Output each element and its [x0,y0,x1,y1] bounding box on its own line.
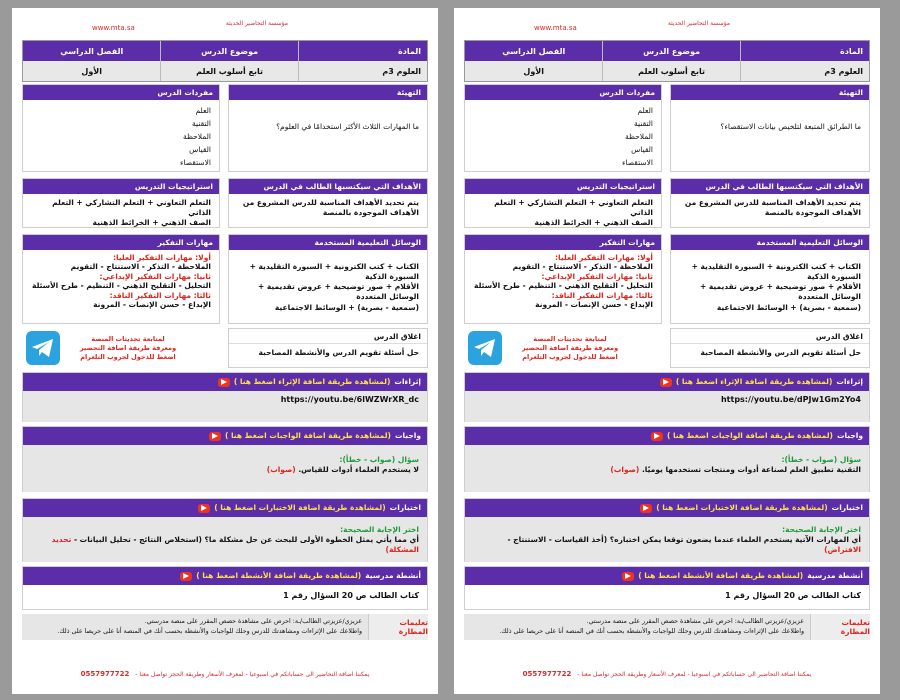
lesson-info-table [464,40,870,82]
enrichment-title-bar [465,373,869,391]
strategies-line: التعلم التعاوني + التعلم التشاركي + التعلم الذاتي [52,198,211,218]
vocab-item: الملاحظة [183,132,211,141]
aids-box [670,234,870,324]
thinking-heading: ثانيا: مهارات التفكير الإبداعي: [541,271,653,281]
objectives-box [670,178,870,228]
footer-text: يمكننا اضافة التحاضير الى حساباتكم في اسبوعيا - لمعرف الأسعار وطريقة الحجز تواصل معنا - [135,671,370,678]
telegram-line: ومعرفة طريقة اضافة التحضير [79,343,177,352]
instructions-label: تعليمات المطارة [810,614,870,640]
tests-question-type: اختر الإجابة الصحيحة: [782,525,861,534]
telegram-line: ومعرفة طريقة اضافة التحضير [521,343,619,352]
closing-box [670,328,870,368]
instructions-line: عزيزي/عزيزتي الطالب/ـة: احرص على مشاهدة حصص المقرر على منصة مدرستي. [586,618,804,625]
youtube-icon[interactable] [651,432,663,441]
vocab-item: القياس [631,145,653,154]
term-header: الفصل الدراسي [60,46,124,56]
instructions-line: واطلاعك على الإثراءات ومشاهدتك للدرس وحلك للواجبات والأنشطة بحسب أنك في المنصة أنا على حريصا على ذلك. [57,628,362,635]
lesson-info-table [22,40,428,82]
subject-value: العلوم 3م [298,61,427,81]
thinking-skills: التحليل - التقليح الذهني - التنظيم - طرح الأسئلة [474,281,653,291]
page-header [12,12,438,40]
objectives-box [228,178,428,228]
student-instructions [22,614,428,640]
thinking-heading: ثالثا: مهارات التفكير الناقد: [551,290,653,300]
closing-title: اغلاق الدرس [671,329,869,344]
topic-header: موضوع الدرس [602,41,739,61]
warmup-text: ما المهارات الثلاث الأكثر استخدامًا في العلوم؟ [276,122,419,131]
vocab-box [22,84,220,172]
homework-title-bar [465,427,869,445]
thinking-heading: ثانيا: مهارات التفكير الإبداعي: [99,271,211,281]
thinking-skills: الملاحظة - التذكر - الاستنتاج - التقويم [512,262,653,272]
strategies-box [22,178,220,228]
closing-title: اغلاق الدرس [229,329,427,344]
objectives-title: الأهداف التي سيكتسبها الطالب في الدرس [229,179,427,194]
vocab-list [23,100,219,173]
thinking-heading: أولا: مهارات التفكير العليا: [555,253,653,262]
telegram-icon[interactable] [26,331,60,365]
vocab-box [464,84,662,172]
vocab-title: مفردات الدرس [23,85,219,100]
activities-text: كتاب الطالب ص 20 السؤال رقم 1 [283,591,419,600]
tests-title-bar [23,499,427,517]
lesson-plan-page-1 [12,8,438,694]
strategies-box [464,178,662,228]
tests-answer: تحديد المشكلة) [51,535,419,555]
enrichment-box [464,372,870,422]
footer-phone[interactable]: 0557977722 [522,670,572,678]
footer-phone[interactable]: 0557977722 [80,670,130,678]
thinking-skills: التحليل - التقليح الذهني - التنظيم - طرح الأسئلة [32,281,211,291]
thinking-box [22,234,220,324]
warmup-title: التهيئة [229,85,427,100]
homework-title-bar [23,427,427,445]
activities-box [464,566,870,610]
thinking-skills: الإبداع - حسن الإنصات - المرونة [535,299,653,309]
objectives-text: يتم تحديد الأهداف المناسبة للدرس المشروع من الأهداف الموجودة بالمنصة [242,198,419,218]
topic-value: تابع أسلوب العلم [160,61,297,81]
tests-title: اختبارات [831,503,863,512]
activities-title: أنشطة مدرسية [365,571,421,580]
homework-title: واجبات [836,431,863,440]
vocab-list [465,100,661,173]
activities-title-bar [23,567,427,585]
tests-title: اختبارات [389,503,421,512]
vocab-item: التقنية [634,119,653,128]
thinking-box [464,234,662,324]
tests-question: أي مما يأتي يمثل الخطوة الأولى للبحث عن حل مشكلة ما؟ (استخلاص النتائج - تحليل البيانات - [73,535,419,545]
homework-question: التقنية تطبيق العلم لصناعة أدوات ومنتجات تستخدمها يوميًا. [641,465,861,475]
activities-title: أنشطة مدرسية [807,571,863,580]
tests-answer: الافتراض) [824,545,861,555]
telegram-icon[interactable] [468,331,502,365]
strategies-line: الصف الذهني + الخرائط الذهنية [92,218,211,228]
org-name: مؤسسة التحاضير الحديثة [225,20,288,27]
enrichment-title-bar [23,373,427,391]
warmup-box [670,84,870,172]
vocab-item: العلم [195,106,211,115]
telegram-text[interactable] [68,335,188,362]
homework-question-type: سؤال (صواب - خطأ): [781,455,861,464]
tests-question-type: اختر الإجابة الصحيحة: [340,525,419,534]
enrichment-hint[interactable]: (لمشاهدة طريقة اضافة الإثراء اضغط هنا ) [233,377,391,386]
student-instructions [464,614,870,640]
tests-hint[interactable]: (لمشاهدة طريقة اضافة الاختبارات اضغط هنا ) [656,503,828,512]
aids-line: الكتاب + كتب الكترونية + السبورة التقليدية + السبورة الذكية [249,262,419,282]
term-value: الأول [523,66,545,76]
homework-answer: (صواب) [266,465,296,475]
thinking-skills: الملاحظة - التذكر - الاستنتاج - التقويم [70,262,211,272]
subject-value: العلوم 3م [740,61,869,81]
vocab-item: التقنية [192,119,211,128]
strategies-line: الصف الذهني + الخرائط الذهنية [534,218,653,228]
objectives-text: يتم تحديد الأهداف المناسبة للدرس المشروع من الأهداف الموجودة بالمنصة [684,198,861,218]
instructions-line: عزيزي/عزيزتي الطالب/ـة: احرص على مشاهدة حصص المقرر على منصة مدرستي. [144,618,362,625]
enrichment-box [22,372,428,422]
site-url[interactable]: www.mta.sa [534,24,577,32]
youtube-icon[interactable] [209,432,221,441]
term-header: الفصل الدراسي [502,46,566,56]
aids-title: الوسائل التعليمية المستخدمة [671,235,869,250]
thinking-heading: أولا: مهارات التفكير العليا: [113,253,211,262]
telegram-promo[interactable] [26,330,222,366]
thinking-title: مهارات التفكير [23,235,219,250]
aids-line: (سمعية - بصرية) + الوسائط الاجتماعية [716,302,861,312]
enrichment-hint[interactable]: (لمشاهدة طريقة اضافة الإثراء اضغط هنا ) [675,377,833,386]
instructions-line: واطلاعك على الإثراءات ومشاهدتك للدرس وحلك للواجبات والأنشطة بحسب أنك في المنصة أنا على حريصا على ذلك. [499,628,804,635]
activities-hint[interactable]: (لمشاهدة طريقة اضافة الأنشطة اضغط هنا ) [196,571,362,580]
page-footer [12,670,438,678]
subject-header: المادة [298,41,427,61]
activities-box [22,566,428,610]
term-value: الأول [81,66,103,76]
instructions-label: تعليمات المطارة [368,614,428,640]
vocab-title: مفردات الدرس [465,85,661,100]
topic-header: موضوع الدرس [160,41,297,61]
homework-title: واجبات [394,431,421,440]
org-name: مؤسسة التحاضير الحديثة [667,20,730,27]
activities-hint[interactable]: (لمشاهدة طريقة اضافة الأنشطة اضغط هنا ) [638,571,804,580]
aids-line: الأقلام + صور توضيحية + عروض تقديمية + الوسائل المتعددة [257,282,419,302]
telegram-line: اضغط للدخول لجروب التلغرام [522,352,618,361]
youtube-icon[interactable] [640,504,652,513]
closing-text: حل أسئلة تقويم الدرس والأنشطة المصاحبة [258,348,419,357]
homework-question-type: سؤال (صواب - خطأ): [339,455,419,464]
vocab-item: الاستقصاء [621,158,653,167]
footer-text: يمكننا اضافة التحاضير الى حساباتكم في اسبوعيا - لمعرف الأسعار وطريقة الحجز تواصل معنا - [577,671,812,678]
enrichment-title: إثراءات [394,377,421,386]
tests-box [464,498,870,562]
page-header [454,12,880,40]
youtube-icon[interactable] [180,572,192,581]
youtube-icon[interactable] [622,572,634,581]
telegram-text[interactable] [510,335,630,362]
aids-title: الوسائل التعليمية المستخدمة [229,235,427,250]
aids-line: الأقلام + صور توضيحية + عروض تقديمية + الوسائل المتعددة [699,282,861,302]
page-footer [454,670,880,678]
thinking-skills: الإبداع - حسن الإنصات - المرونة [93,299,211,309]
warmup-text: ما الطرائق المتبعة لتلخيص بيانات الاستقصاء؟ [720,122,861,131]
subject-header: المادة [740,41,869,61]
vocab-item: العلم [637,106,653,115]
site-url[interactable]: www.mta.sa [92,24,135,32]
telegram-line: لمتابعة تحديثات المنصة [91,334,165,343]
youtube-icon[interactable] [198,504,210,513]
strategies-title: استراتيجيات التدريس [465,179,661,194]
homework-question: لا يستخدم العلماء أدوات للقياس. [298,465,419,475]
homework-box [22,426,428,492]
warmup-title: التهيئة [671,85,869,100]
thinking-title: مهارات التفكير [465,235,661,250]
telegram-promo[interactable] [468,330,664,366]
youtube-icon[interactable] [660,378,672,387]
strategies-line: التعلم التعاوني + التعلم التشاركي + التعلم الذاتي [494,198,653,218]
closing-text: حل أسئلة تقويم الدرس والأنشطة المصاحبة [700,348,861,357]
thinking-heading: ثالثا: مهارات التفكير الناقد: [109,290,211,300]
tests-hint[interactable]: (لمشاهدة طريقة اضافة الاختبارات اضغط هنا ) [214,503,386,512]
vocab-item: القياس [189,145,211,154]
enrichment-link[interactable]: https://youtu.be/dPJw1Gm2Yo4 [465,391,869,422]
telegram-line: لمتابعة تحديثات المنصة [533,334,607,343]
tests-box [22,498,428,562]
activities-title-bar [465,567,869,585]
vocab-item: الملاحظة [625,132,653,141]
tests-question: أي المهارات الآتية يستخدم العلماء عندما يضعون توقعا يمكن اختباره؟ (أخذ القياسات - الاستنتاج - [507,535,861,545]
youtube-icon[interactable] [218,378,230,387]
enrichment-link[interactable]: https://youtu.be/6lWZWrXR_dc [23,391,427,422]
homework-box [464,426,870,492]
lesson-plan-page-2 [454,8,880,694]
strategies-title: استراتيجيات التدريس [23,179,219,194]
homework-hint[interactable]: (لمشاهدة طريقة اضافة الواجبات اضغط هنا ) [666,431,833,440]
aids-line: الكتاب + كتب الكترونية + السبورة التقليدية + السبورة الذكية [691,262,861,282]
aids-line: (سمعية - بصرية) + الوسائط الاجتماعية [274,302,419,312]
homework-answer: (صواب) [610,465,640,475]
warmup-box [228,84,428,172]
homework-hint[interactable]: (لمشاهدة طريقة اضافة الواجبات اضغط هنا ) [224,431,391,440]
tests-title-bar [465,499,869,517]
objectives-title: الأهداف التي سيكتسبها الطالب في الدرس [671,179,869,194]
telegram-line: اضغط للدخول لجروب التلغرام [80,352,176,361]
topic-value: تابع أسلوب العلم [602,61,739,81]
closing-box [228,328,428,368]
aids-box [228,234,428,324]
vocab-item: الاستقصاء [179,158,211,167]
activities-text: كتاب الطالب ص 20 السؤال رقم 1 [725,591,861,600]
enrichment-title: إثراءات [836,377,863,386]
